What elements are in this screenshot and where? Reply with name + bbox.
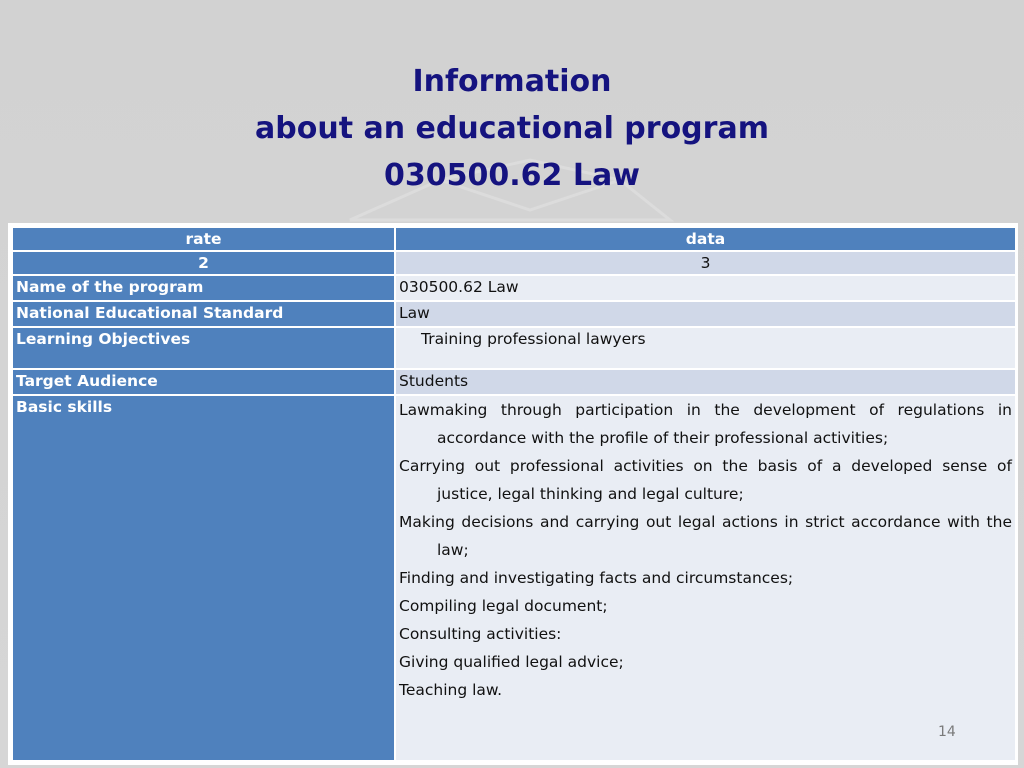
list-item: Compiling legal document; — [399, 597, 608, 615]
row-value-audience: Students — [395, 369, 1016, 395]
column-number-1: 2 — [12, 251, 395, 275]
list-item: Finding and investigating facts and circumstances; — [399, 569, 794, 587]
title-line-1: Information — [412, 64, 612, 99]
title-line-3: 030500.62 Law — [384, 158, 640, 193]
column-number-row — [12, 251, 1016, 275]
table-row — [12, 395, 1016, 761]
table-row — [12, 369, 1016, 395]
header-data: data — [395, 227, 1016, 251]
table-row — [12, 327, 1016, 369]
list-item: Carrying out professional activities on the basis of a developed sense of justice, legal thinking and legal culture; — [399, 457, 1012, 503]
row-label-audience: Target Audience — [12, 369, 395, 395]
slide-title — [0, 58, 1024, 199]
slide-number: 14 — [938, 724, 956, 740]
header-rate: rate — [12, 227, 395, 251]
list-item: Making decisions and carrying out legal actions in strict accordance with the law; — [399, 513, 1012, 559]
row-label-program-name: Name of the program — [12, 275, 395, 301]
list-item: Consulting activities: — [399, 625, 562, 643]
row-value-program-name: 030500.62 Law — [395, 275, 1016, 301]
table-row — [12, 301, 1016, 327]
list-item: Lawmaking through participation in the development of regulations in accordance with the profile of their professional activities; — [399, 401, 1012, 447]
program-info-table-container — [8, 223, 1018, 765]
row-label-basic-skills: Basic skills — [12, 395, 395, 761]
title-line-2: about an educational program — [255, 111, 769, 146]
basic-skills-list — [395, 395, 1016, 761]
row-value-objectives: Training professional lawyers — [421, 330, 646, 348]
table-row — [12, 275, 1016, 301]
row-label-standard: National Educational Standard — [12, 301, 395, 327]
row-value-objectives-cell — [395, 327, 1016, 369]
list-item: Teaching law. — [399, 681, 503, 699]
column-number-2: 3 — [395, 251, 1016, 275]
list-item: Giving qualified legal advice; — [399, 653, 624, 671]
header-row — [12, 227, 1016, 251]
row-label-objectives: Learning Objectives — [12, 327, 395, 369]
row-value-standard: Law — [395, 301, 1016, 327]
program-info-table — [11, 226, 1017, 762]
